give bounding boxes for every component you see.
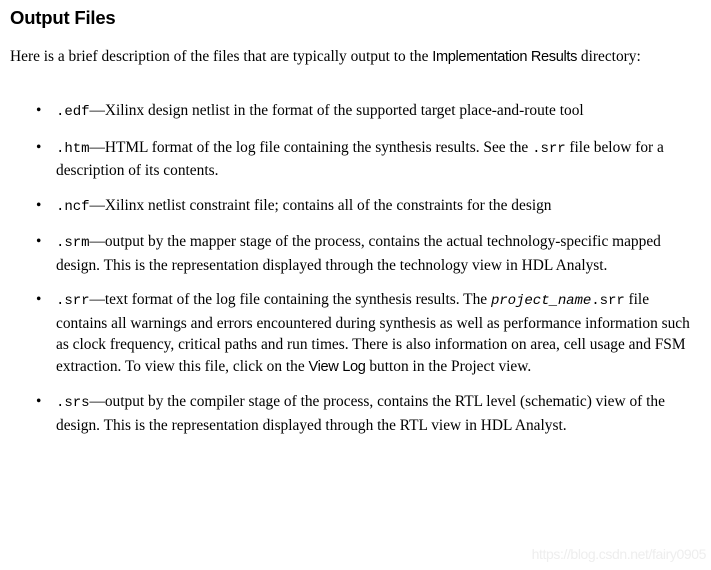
file-description-part1: HTML format of the log file containing the synthesis results. See the [104,138,533,156]
intro-text-part2: directory: [577,48,641,65]
em-dash: — [89,138,105,156]
file-description-part2: file below for a description of its contents. [56,138,664,179]
file-description: Xilinx design netlist in the format of the supported target place-and-route tool [104,102,584,119]
watermark: https://blog.csdn.net/fairy0905 [531,546,706,562]
file-extension: .srr [56,293,90,309]
page-title: Output Files [10,7,116,28]
intro-ui-term-implementation-results: Implementation Results [432,49,578,65]
file-extension: .srm [56,235,90,251]
inline-file-reference: .srr [532,140,566,157]
list-item [0,231,711,276]
em-dash: — [89,291,105,308]
inline-file-reference: .srr [591,293,625,309]
list-item [0,195,711,219]
intro-paragraph [10,46,704,69]
file-description: output by the compiler stage of the process, contains the RTL level (schematic) view of the design. This is the representation displayed through the RTL view in HDL Analyst. [56,393,665,434]
bullet-icon: • [36,196,42,214]
file-extension: .htm [56,140,90,157]
output-files-list [0,100,711,436]
file-description: Xilinx netlist constraint file; contains all of the constraints for the design [104,196,552,214]
file-extension: .edf [56,104,90,120]
em-dash: — [89,393,105,410]
bullet-icon: • [36,102,42,119]
bullet-icon: • [36,393,42,410]
bullet-icon: • [36,291,42,308]
em-dash: — [89,196,105,214]
bullet-icon: • [36,138,42,156]
file-extension: .ncf [56,198,90,215]
list-item [0,100,711,124]
file-description-part3: button in the Project view. [365,357,532,375]
em-dash: — [89,233,105,250]
list-item [0,137,711,182]
ui-term-view-log-button: View Log [308,358,366,375]
bullet-icon: • [36,233,42,250]
project-name-placeholder: project_name [490,293,592,309]
file-description-part1: text format of the log file containing the synthesis results. The [104,291,491,308]
list-item [0,289,711,378]
em-dash: — [89,102,105,119]
file-description-part2: file contains all warnings and errors encountered during synthesis as well as performance information such as clock frequency, critical paths and run times. There is also information on area, cell usage and FSM extraction. To view this file, click on the [56,291,690,375]
file-description: output by the mapper stage of the process, contains the actual technology-specific mapped design. This is the representation displayed through the technology view in HDL Analyst. [56,233,661,274]
list-item [0,391,711,436]
intro-text-part1: Here is a brief description of the files that are typically output to the [10,48,433,65]
file-extension: .srs [56,395,90,411]
